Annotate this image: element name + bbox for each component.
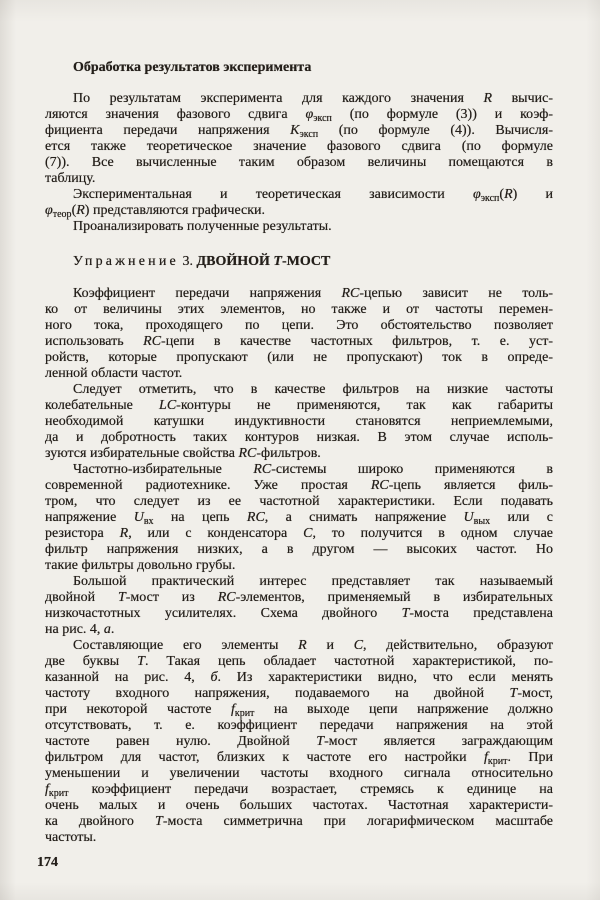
- text-line: ляются значения фазового сдвига $\varphi_{эксп}$ (по формуле (3)) и коэф-: [45, 107, 553, 124]
- text-line: отсутствовать, т. е. коэффициент передачи напряжения на этой: [45, 718, 553, 733]
- paragraph: [45, 382, 553, 462]
- text-line: частоту входного напряжения, подаваемого на двойной Т-мост,: [45, 686, 553, 701]
- text-line: частоты.: [45, 830, 97, 845]
- paragraph: [45, 574, 553, 638]
- text-line: ется также теоретическое значение фазового сдвига (по формуле: [45, 139, 553, 154]
- page-content: [45, 60, 553, 846]
- text-line: По результатам эксперимента для каждого значения R вычис-: [73, 91, 554, 106]
- exercise-heading: [45, 254, 553, 270]
- paragraph: [45, 462, 553, 574]
- text-line: Экспериментальная и теоретическая зависимости $\varphi_{эксп}(R)$ и: [73, 187, 554, 204]
- section-heading: [45, 60, 553, 76]
- text-line: Большой практический интерес представляет так называемый: [73, 574, 553, 589]
- text-line: фильтром для частот, близких к частоте его настройки $f_{крит}$. При: [45, 750, 553, 767]
- text-line: Упражнение 3. ДВОЙНОЙ Т-МОСТ: [73, 254, 331, 269]
- paragraph: [45, 219, 553, 235]
- text-line: $f_{крит}$ коэффициент передачи возрастает, стремясь к единице на: [45, 782, 553, 799]
- text-line: казанной на рис. 4, б. Из характеристики видно, что если менять: [45, 670, 553, 685]
- text-line: современной радиотехнике. Уже простая RC-цепь является филь-: [45, 478, 553, 493]
- paragraph: [45, 91, 553, 187]
- text-line: колебательные LC-контуры не применяются, так как габариты: [45, 398, 553, 413]
- text-line: таблицу.: [45, 171, 96, 186]
- text-line: такие фильтры довольно грубы.: [45, 558, 236, 573]
- text-line: зуются избирательные свойства RC-фильтров.: [45, 446, 321, 461]
- text-line: при некоторой частоте $f_{крит}$ на выходе цепи напряжение должно: [45, 702, 553, 719]
- paragraph: [45, 286, 553, 382]
- text-line: использовать RC-цепи в качестве частотных фильтров, т. е. уст-: [45, 334, 553, 349]
- text-line: Частотно-избирательные RC-системы широко применяются в: [73, 462, 553, 477]
- text-line: очень малых и очень больших частотах. Частотная характеристи-: [45, 798, 553, 813]
- text-line: тром, что следует из ее частотной характеристики. Если подавать: [45, 494, 553, 509]
- text-line: Обработка результатов эксперимента: [73, 60, 312, 75]
- page-number: 174: [37, 855, 58, 870]
- text-line: двойной Т-мост из RC-элементов, применяемый в избирательных: [45, 590, 553, 605]
- text-line: Коэффициент передачи напряжения RC-цепью зависит не толь-: [73, 286, 553, 301]
- text-line: частоте равен нулю. Двойной Т-мост является заграждающим: [45, 734, 553, 749]
- text-line: на рис. 4, а.: [45, 622, 115, 637]
- text-line: (7)). Все вычисленные таким образом величины помещаются в: [45, 155, 553, 170]
- paragraph: [45, 638, 553, 846]
- text-line: да и добротность таких контуров низкая. В этом случае исполь-: [45, 430, 553, 445]
- text-line: резистора R, или с конденсатора C, то получится в одном случае: [45, 526, 553, 541]
- text-line: ного тока, проходящего по цепи. Это обстоятельство позволяет: [45, 318, 553, 333]
- text-line: две буквы Т. Такая цепь обладает частотной характеристикой, по-: [45, 654, 553, 669]
- text-line: фильтр напряжения низких, а в другом — высоких частот. Но: [45, 542, 553, 557]
- text-line: Следует отметить, что в качестве фильтров на низкие частоты: [73, 382, 553, 397]
- text-line: ка двойного Т-моста симметрична при логарифмическом масштабе: [45, 814, 553, 829]
- text-line: необходимой катушки индуктивности становятся неприемлемыми,: [45, 414, 553, 429]
- text-line: фициента передачи напряжения $K_{эксп}$ (по формуле (4)). Вычисля-: [45, 123, 553, 140]
- text-line: ройств, которые пропускают (или не пропускают) ток в опреде-: [45, 350, 553, 365]
- text-line: $\varphi_{теор}(R)$ представляются графически.: [45, 203, 266, 220]
- text-line: ко от величины этих элементов, но также и от частоты перемен-: [45, 302, 553, 317]
- text-line: напряжение $U_{вх}$ на цепь RC, а снимать напряжение $U_{вых}$ или с: [45, 510, 553, 527]
- text-line: Проанализировать полученные результаты.: [73, 219, 332, 234]
- text-line: Составляющие его элементы R и C, действительно, образуют: [73, 638, 553, 653]
- text-line: низкочастотных усилителях. Схема двойного Т-моста представлена: [45, 606, 553, 621]
- text-line: уменьшении и увеличении частоты входного сигнала относительно: [45, 766, 553, 781]
- text-line: ленной области частот.: [45, 366, 183, 381]
- paragraph: [45, 187, 553, 219]
